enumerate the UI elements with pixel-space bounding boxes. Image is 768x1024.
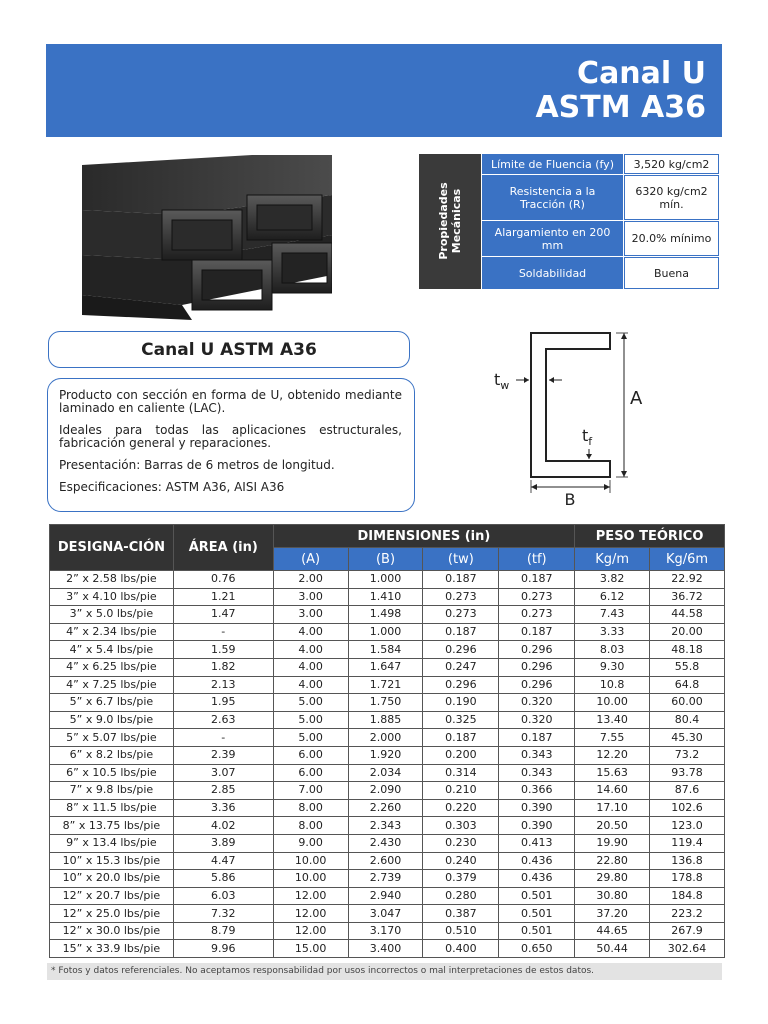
table-cell: 8.00 <box>273 799 348 817</box>
footnote: * Fotos y datos referenciales. No aceptamos responsabilidad por usos incorrectos o mal interpretaciones de estos datos. <box>47 963 722 980</box>
table-cell: 2.00 <box>273 571 348 589</box>
dimensions-table <box>49 524 725 958</box>
table-cell: 0.187 <box>499 729 575 747</box>
table-cell: 15” x 33.9 lbs/pie <box>50 940 174 958</box>
table-row <box>50 834 725 852</box>
property-value: 20.0% mínimo <box>624 221 719 256</box>
table-cell: 0.436 <box>499 870 575 888</box>
table-row <box>50 641 725 659</box>
table-cell: 0.200 <box>423 746 499 764</box>
subheader-tw: (tw) <box>423 548 499 571</box>
table-cell: 102.6 <box>650 799 725 817</box>
table-cell: 1.584 <box>348 641 423 659</box>
table-cell: 3.00 <box>273 606 348 624</box>
table-cell: 0.230 <box>423 834 499 852</box>
table-cell: 1.21 <box>173 588 273 606</box>
table-cell: 0.501 <box>499 905 575 923</box>
table-cell: - <box>173 729 273 747</box>
property-value: 6320 kg/cm2 mín. <box>624 175 719 220</box>
table-cell: 3.89 <box>173 834 273 852</box>
table-row <box>50 764 725 782</box>
table-cell: 9.00 <box>273 834 348 852</box>
table-cell: 73.2 <box>650 746 725 764</box>
table-cell: 8” x 13.75 lbs/pie <box>50 817 174 835</box>
table-cell: 3.36 <box>173 799 273 817</box>
title-banner <box>46 44 722 137</box>
table-cell: 8.03 <box>575 641 650 659</box>
table-row <box>50 852 725 870</box>
table-cell: 2.090 <box>348 782 423 800</box>
table-cell: 10” x 20.0 lbs/pie <box>50 870 174 888</box>
properties-side-label <box>419 154 481 289</box>
table-cell: 1.000 <box>348 571 423 589</box>
table-cell: 5.00 <box>273 729 348 747</box>
table-cell: 4.00 <box>273 623 348 641</box>
table-cell: 12.00 <box>273 922 348 940</box>
table-cell: 0.390 <box>499 817 575 835</box>
table-cell: 119.4 <box>650 834 725 852</box>
table-cell: 80.4 <box>650 711 725 729</box>
table-row <box>50 746 725 764</box>
product-description <box>47 378 415 512</box>
table-row <box>50 870 725 888</box>
table-cell: 0.220 <box>423 799 499 817</box>
description-paragraph: Producto con sección en forma de U, obtenido mediante laminado en caliente (LAC). <box>59 388 402 415</box>
table-cell: 6.12 <box>575 588 650 606</box>
table-row <box>50 922 725 940</box>
table-cell: 0.320 <box>499 711 575 729</box>
table-cell: 2.600 <box>348 852 423 870</box>
table-cell: 0.296 <box>499 641 575 659</box>
property-row <box>482 175 719 220</box>
table-cell: 3.07 <box>173 764 273 782</box>
table-cell: 3.00 <box>273 588 348 606</box>
table-cell: 0.314 <box>423 764 499 782</box>
table-cell: 5.00 <box>273 711 348 729</box>
table-cell: 2.739 <box>348 870 423 888</box>
a-dimension-label: A <box>630 388 643 409</box>
table-cell: 0.343 <box>499 746 575 764</box>
table-cell: 17.10 <box>575 799 650 817</box>
table-cell: 4.02 <box>173 817 273 835</box>
table-cell: 123.0 <box>650 817 725 835</box>
table-cell: 0.280 <box>423 887 499 905</box>
table-cell: 0.510 <box>423 922 499 940</box>
table-cell: 6.03 <box>173 887 273 905</box>
table-cell: 4” x 6.25 lbs/pie <box>50 658 174 676</box>
table-cell: 1.410 <box>348 588 423 606</box>
table-row <box>50 711 725 729</box>
table-cell: 12” x 20.7 lbs/pie <box>50 887 174 905</box>
subheader-kg-m: Kg/m <box>575 548 650 571</box>
table-row <box>50 729 725 747</box>
table-cell: 3.047 <box>348 905 423 923</box>
tf-label: $t_f$ <box>582 426 593 448</box>
table-cell: 50.44 <box>575 940 650 958</box>
table-cell: 0.273 <box>423 588 499 606</box>
property-row <box>482 257 719 289</box>
header-dimensiones: DIMENSIONES (in) <box>273 525 575 548</box>
table-cell: 3.82 <box>575 571 650 589</box>
table-cell: 8.00 <box>273 817 348 835</box>
subheader-b: (B) <box>348 548 423 571</box>
table-cell: 44.65 <box>575 922 650 940</box>
table-cell: 267.9 <box>650 922 725 940</box>
table-cell: 302.64 <box>650 940 725 958</box>
table-cell: 44.58 <box>650 606 725 624</box>
table-cell: 9.96 <box>173 940 273 958</box>
table-row <box>50 817 725 835</box>
table-row <box>50 782 725 800</box>
properties-side-text: Propiedades Mecánicas <box>437 182 463 260</box>
property-label: Resistencia a la Tracción (R) <box>482 175 623 220</box>
table-cell: 0.413 <box>499 834 575 852</box>
table-cell: 22.80 <box>575 852 650 870</box>
banner-title-line1: Canal U <box>577 56 706 91</box>
table-cell: 9” x 13.4 lbs/pie <box>50 834 174 852</box>
table-cell: 1.920 <box>348 746 423 764</box>
table-cell: 0.296 <box>499 676 575 694</box>
table-cell: 20.50 <box>575 817 650 835</box>
table-cell: 5.00 <box>273 694 348 712</box>
table-row <box>50 676 725 694</box>
table-cell: 0.400 <box>423 940 499 958</box>
table-cell: 4.00 <box>273 641 348 659</box>
table-cell: 1.647 <box>348 658 423 676</box>
table-row <box>50 940 725 958</box>
channel-cross-section-diagram <box>488 325 658 515</box>
banner-title-line2: ASTM A36 <box>535 90 706 125</box>
table-cell: 2.000 <box>348 729 423 747</box>
table-cell: 0.325 <box>423 711 499 729</box>
table-cell: 0.387 <box>423 905 499 923</box>
table-cell: 2” x 2.58 lbs/pie <box>50 571 174 589</box>
table-cell: 0.296 <box>499 658 575 676</box>
table-cell: 10.00 <box>575 694 650 712</box>
table-cell: 3” x 5.0 lbs/pie <box>50 606 174 624</box>
property-value: Buena <box>624 257 719 289</box>
table-cell: 7.32 <box>173 905 273 923</box>
description-paragraph: Ideales para todas las aplicaciones estructurales, fabricación general y reparaciones. <box>59 423 402 450</box>
table-cell: 87.6 <box>650 782 725 800</box>
table-cell: 3” x 4.10 lbs/pie <box>50 588 174 606</box>
table-cell: 15.00 <box>273 940 348 958</box>
description-paragraph: Especificaciones: ASTM A36, AISI A36 <box>59 480 285 494</box>
table-cell: 2.343 <box>348 817 423 835</box>
tw-label: $t_w$ <box>494 370 510 392</box>
table-cell: 64.8 <box>650 676 725 694</box>
table-cell: 0.320 <box>499 694 575 712</box>
table-cell: 10” x 15.3 lbs/pie <box>50 852 174 870</box>
table-cell: 7.55 <box>575 729 650 747</box>
subheader-kg-6m: Kg/6m <box>650 548 725 571</box>
table-cell: 0.76 <box>173 571 273 589</box>
table-cell: 8.79 <box>173 922 273 940</box>
table-cell: 36.72 <box>650 588 725 606</box>
table-cell: 7.00 <box>273 782 348 800</box>
table-cell: 12” x 25.0 lbs/pie <box>50 905 174 923</box>
table-cell: 1.95 <box>173 694 273 712</box>
table-cell: 0.187 <box>423 729 499 747</box>
table-cell: 7” x 9.8 lbs/pie <box>50 782 174 800</box>
table-cell: 0.273 <box>423 606 499 624</box>
property-label: Límite de Fluencia (fy) <box>482 154 623 174</box>
table-cell: 0.379 <box>423 870 499 888</box>
table-cell: 2.430 <box>348 834 423 852</box>
table-cell: 223.2 <box>650 905 725 923</box>
table-cell: 6.00 <box>273 746 348 764</box>
table-row <box>50 799 725 817</box>
table-cell: 0.296 <box>423 676 499 694</box>
table-cell: 12.00 <box>273 887 348 905</box>
table-cell: 2.39 <box>173 746 273 764</box>
table-cell: 136.8 <box>650 852 725 870</box>
table-cell: 0.501 <box>499 922 575 940</box>
table-cell: 15.63 <box>575 764 650 782</box>
table-cell: 55.8 <box>650 658 725 676</box>
table-row <box>50 658 725 676</box>
table-cell: 8” x 11.5 lbs/pie <box>50 799 174 817</box>
table-cell: 184.8 <box>650 887 725 905</box>
table-row <box>50 887 725 905</box>
table-cell: 0.187 <box>499 623 575 641</box>
table-cell: 5” x 6.7 lbs/pie <box>50 694 174 712</box>
table-row <box>50 623 725 641</box>
table-cell: 0.650 <box>499 940 575 958</box>
header-designacion: DESIGNA-CIÓN <box>50 525 174 571</box>
table-cell: 2.85 <box>173 782 273 800</box>
table-cell: 12” x 30.0 lbs/pie <box>50 922 174 940</box>
property-row <box>482 221 719 256</box>
table-cell: 2.034 <box>348 764 423 782</box>
table-cell: 4” x 5.4 lbs/pie <box>50 641 174 659</box>
table-cell: 2.260 <box>348 799 423 817</box>
product-photo <box>82 155 332 325</box>
header-area: ÁREA (in) <box>173 525 273 571</box>
table-cell: 7.43 <box>575 606 650 624</box>
table-cell: 0.247 <box>423 658 499 676</box>
table-cell: 10.00 <box>273 852 348 870</box>
table-cell: 60.00 <box>650 694 725 712</box>
table-cell: 4.00 <box>273 676 348 694</box>
table-cell: 13.40 <box>575 711 650 729</box>
table-cell: - <box>173 623 273 641</box>
header-peso-teorico: PESO TEÓRICO <box>575 525 725 548</box>
table-cell: 5” x 5.07 lbs/pie <box>50 729 174 747</box>
table-cell: 0.390 <box>499 799 575 817</box>
table-cell: 0.190 <box>423 694 499 712</box>
table-cell: 0.187 <box>423 571 499 589</box>
table-cell: 1.47 <box>173 606 273 624</box>
table-cell: 0.187 <box>423 623 499 641</box>
table-cell: 37.20 <box>575 905 650 923</box>
table-cell: 0.240 <box>423 852 499 870</box>
property-row <box>482 154 719 174</box>
table-cell: 1.000 <box>348 623 423 641</box>
table-cell: 178.8 <box>650 870 725 888</box>
table-cell: 20.00 <box>650 623 725 641</box>
table-row <box>50 588 725 606</box>
table-cell: 4” x 7.25 lbs/pie <box>50 676 174 694</box>
table-cell: 10.8 <box>575 676 650 694</box>
table-cell: 5” x 9.0 lbs/pie <box>50 711 174 729</box>
table-cell: 1.59 <box>173 641 273 659</box>
table-cell: 48.18 <box>650 641 725 659</box>
table-row <box>50 694 725 712</box>
table-cell: 10.00 <box>273 870 348 888</box>
table-cell: 1.498 <box>348 606 423 624</box>
table-cell: 4.00 <box>273 658 348 676</box>
table-cell: 0.210 <box>423 782 499 800</box>
table-cell: 6” x 10.5 lbs/pie <box>50 764 174 782</box>
table-cell: 0.187 <box>499 571 575 589</box>
table-cell: 2.63 <box>173 711 273 729</box>
table-cell: 30.80 <box>575 887 650 905</box>
table-cell: 0.436 <box>499 852 575 870</box>
table-cell: 1.750 <box>348 694 423 712</box>
description-paragraph: Presentación: Barras de 6 metros de longitud. <box>59 458 335 472</box>
table-cell: 19.90 <box>575 834 650 852</box>
table-cell: 9.30 <box>575 658 650 676</box>
table-cell: 29.80 <box>575 870 650 888</box>
table-cell: 4” x 2.34 lbs/pie <box>50 623 174 641</box>
property-value: 3,520 kg/cm2 <box>624 154 719 174</box>
table-cell: 0.343 <box>499 764 575 782</box>
table-cell: 22.92 <box>650 571 725 589</box>
table-cell: 0.303 <box>423 817 499 835</box>
table-cell: 12.00 <box>273 905 348 923</box>
table-cell: 4.47 <box>173 852 273 870</box>
table-cell: 14.60 <box>575 782 650 800</box>
b-dimension-label: B <box>564 490 576 509</box>
table-cell: 3.33 <box>575 623 650 641</box>
table-row <box>50 905 725 923</box>
subheader-a: (A) <box>273 548 348 571</box>
table-cell: 0.366 <box>499 782 575 800</box>
table-cell: 1.82 <box>173 658 273 676</box>
table-cell: 3.170 <box>348 922 423 940</box>
table-cell: 0.296 <box>423 641 499 659</box>
table-cell: 93.78 <box>650 764 725 782</box>
property-label: Alargamiento en 200 mm <box>482 221 623 256</box>
table-cell: 12.20 <box>575 746 650 764</box>
table-cell: 1.885 <box>348 711 423 729</box>
table-cell: 45.30 <box>650 729 725 747</box>
table-cell: 0.273 <box>499 606 575 624</box>
subheader-tf: (tf) <box>499 548 575 571</box>
table-cell: 6.00 <box>273 764 348 782</box>
property-label: Soldabilidad <box>482 257 623 289</box>
table-cell: 3.400 <box>348 940 423 958</box>
table-cell: 1.721 <box>348 676 423 694</box>
table-row <box>50 606 725 624</box>
table-cell: 2.13 <box>173 676 273 694</box>
table-cell: 5.86 <box>173 870 273 888</box>
table-cell: 0.501 <box>499 887 575 905</box>
table-cell: 0.273 <box>499 588 575 606</box>
table-cell: 6” x 8.2 lbs/pie <box>50 746 174 764</box>
table-cell: 2.940 <box>348 887 423 905</box>
product-title: Canal U ASTM A36 <box>48 331 410 368</box>
mechanical-properties-table <box>419 154 719 290</box>
table-row <box>50 571 725 589</box>
